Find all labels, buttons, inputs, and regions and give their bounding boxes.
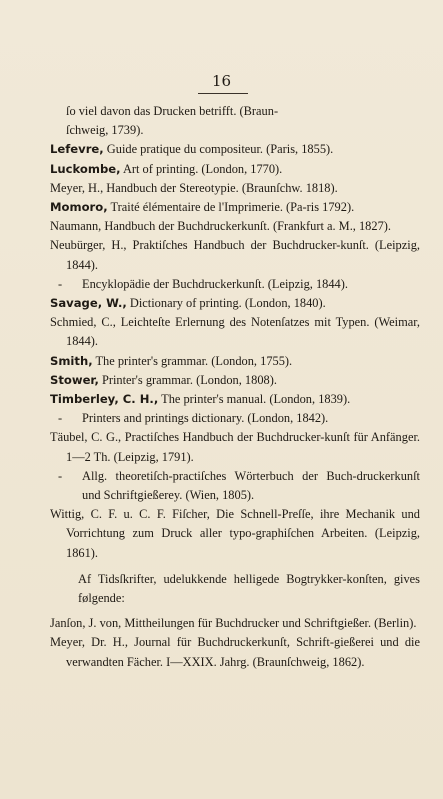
entry-text: Traité élémentaire de l'Imprimerie. (Pa-ris 1792). [107, 200, 355, 215]
entry-text: Printers and printings dictionary. (London, 1842). [82, 411, 329, 426]
bib-entry [50, 428, 420, 466]
entry-text: Art of printing. (London, 1770). [120, 161, 283, 176]
entry-text: The printer's grammar. (London, 1755). [92, 353, 293, 368]
dash-mark: - [58, 411, 63, 426]
bib-entry [50, 352, 420, 371]
entry-continuation [50, 102, 420, 140]
bib-entry [50, 294, 420, 313]
entry-text: Wittig, C. F. u. C. F. Fiſcher, Die Schnell-Preſſe, ihre Mechanik und Vorrichtung zum Druck aller typo-graphiſchen Arbeiten. (Leipzig, 1861). [50, 507, 420, 560]
author-name: Savage, W., [50, 296, 127, 311]
entry-text: Dictionary of printing. (London, 1840). [126, 296, 326, 311]
author-name: Lefevre, [50, 142, 104, 157]
bib-entry [50, 236, 420, 274]
dash-mark: - [58, 468, 63, 483]
dash-mark: - [58, 276, 63, 291]
page-number: 16 [211, 72, 232, 90]
header-rule [198, 93, 248, 94]
author-name: Momoro, [50, 200, 108, 215]
bib-entry [50, 313, 420, 351]
bib-entry [50, 198, 420, 217]
line-text: ſchweig, 1739). [66, 123, 144, 138]
author-name: Stower, [50, 372, 99, 387]
bib-subentry [50, 467, 420, 505]
bib-entry [50, 217, 420, 236]
entry-text: Printer's grammar. (London, 1808). [98, 372, 277, 387]
bib-entry [50, 140, 420, 159]
bibliography-text [50, 102, 420, 672]
entry-text: Naumann, Handbuch der Buchdruckerkunſt. (Frankfurt a. M., 1827). [50, 219, 391, 234]
line-text: ſo viel davon das Drucken betrifft. (Braun- [66, 104, 279, 118]
entry-text: Meyer, H., Handbuch der Stereotypie. (Braunſchw. 1818). [50, 180, 338, 195]
author-name: Timberley, C. H., [50, 392, 159, 407]
entry-text: Täubel, C. G., Practiſches Handbuch der Buchdrucker-kunſt für Anfänger. 1—2 Th. (Leipzig, 1791). [50, 430, 420, 464]
entry-text: Neubürger, H., Praktiſches Handbuch der Buchdrucker-kunſt. (Leipzig, 1844). [50, 238, 420, 272]
author-name: Luckombe, [50, 161, 121, 176]
bib-subentry [50, 409, 420, 428]
bib-entry [50, 371, 420, 390]
entry-text: Schmied, C., Leichteſte Erlernung des Notenſatzes mit Typen. (Weimar, 1844). [50, 315, 420, 349]
entry-text: Encyklopädie der Buchdruckerkunſt. (Leipzig, 1844). [82, 276, 348, 291]
bib-entry [50, 160, 420, 179]
entry-text: The printer's manual. (London, 1839). [158, 392, 351, 407]
entry-text: Guide pratique du compositeur. (Paris, 1855). [103, 142, 334, 157]
bib-subentry [50, 275, 420, 294]
periodicals-intro: Af Tidsſkrifter, udelukkende helligede Bogtrykker-konſten, gives følgende: [78, 571, 420, 606]
entry-text: Allg. theoretiſch-practiſches Wörterbuch der Buch-druckerkunſt und Schriftgießerey. (Wien, 1805). [82, 468, 420, 503]
periodical-entry: Meyer, Dr. H., Journal für Buchdruckerkunſt, Schrift-gießerei und die verwandten Fächer. I—XXIX. Jahrg. (Braunſchweig, 1862). [50, 635, 420, 669]
bib-entry [50, 390, 420, 409]
bib-entry [50, 179, 420, 198]
periodical-entry: Janſon, J. von, Mittheilungen für Buchdrucker und Schriftgießer. (Berlin). [50, 616, 417, 631]
bib-entry [50, 505, 420, 563]
author-name: Smith, [50, 353, 93, 368]
